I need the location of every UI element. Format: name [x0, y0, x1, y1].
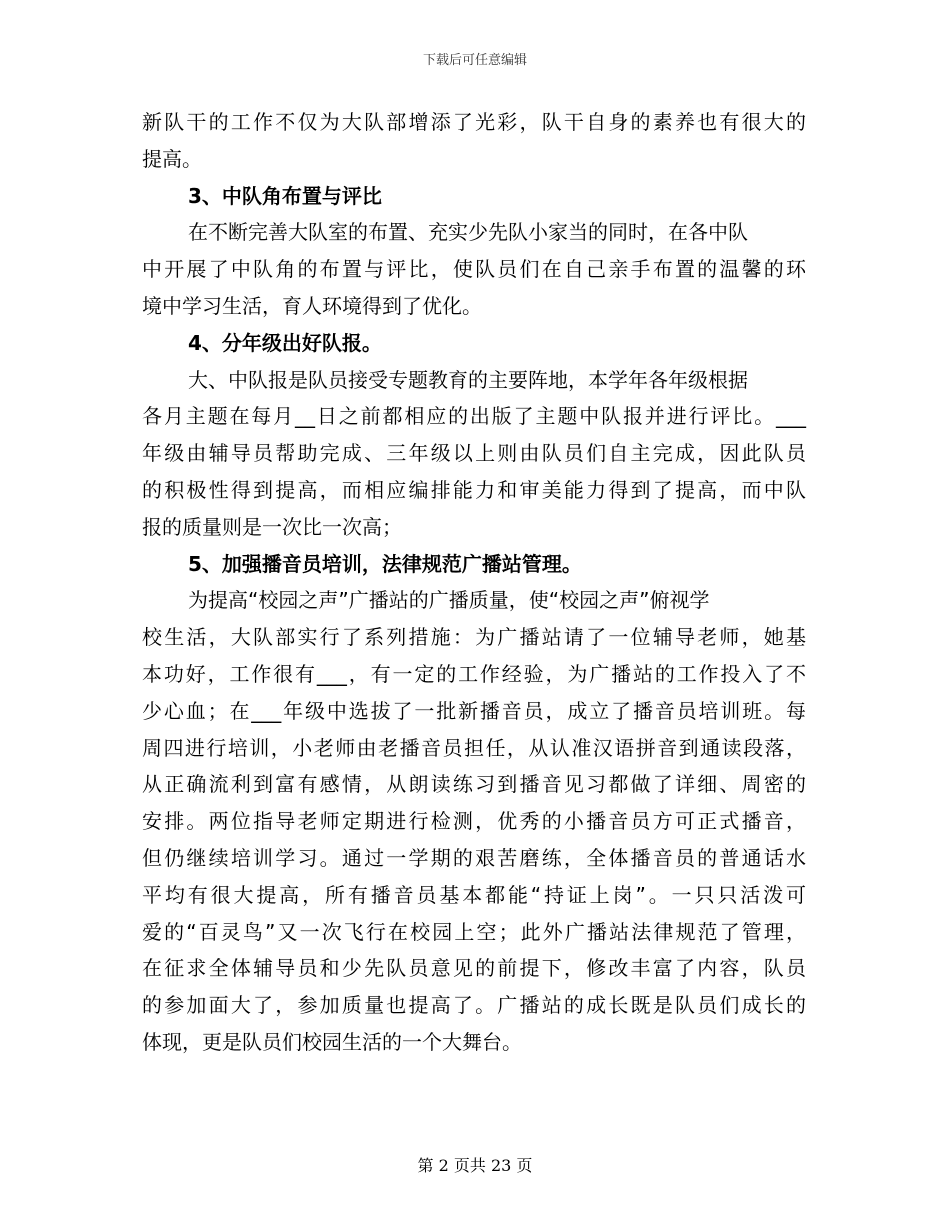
text-line: 校生活，大队部实行了系列措施：为广播站请了一位辅导老师，她基	[142, 625, 806, 650]
text-line: 境中学习生活，育人环境得到了优化。	[142, 293, 482, 318]
page-header: 下载后可任意编辑	[422, 53, 527, 68]
text-line: 从正确流利到富有感情，从朗读练习到播音见习都做了详细、周密的	[142, 772, 806, 797]
text-line: 体现，更是队员们校园生活的一个大舞台。	[142, 1029, 522, 1054]
text-line: 本功好，工作很有___，有一定的工作经验，为广播站的工作投入了不	[142, 661, 806, 686]
text-line: 平均有很大提高，所有播音员基本都能“持证上岗”。一只只活泼可	[142, 882, 806, 907]
text-line: 中开展了中队角的布置与评比，使队员们在自己亲手布置的温馨的环	[142, 257, 806, 282]
text-line: 的积极性得到提高，而相应编排能力和审美能力得到了提高，而中队	[142, 477, 806, 502]
text-line: 安排。两位指导老师定期进行检测，优秀的小播音员方可正式播音，	[142, 809, 806, 834]
text-line: 在征求全体辅导员和少先队员意见的前提下，修改丰富了内容，队员	[142, 956, 806, 981]
text-line: 周四进行培训，小老师由老播音员担任，从认准汉语拼音到通读段落，	[142, 735, 806, 760]
text-line: 各月主题在每月__日之前都相应的出版了主题中队报并进行评比。___	[142, 404, 806, 429]
section-heading: 5、加强播音员培训，法律规范广播站管理。	[188, 551, 582, 576]
text-line: 报的质量则是一次比一次高；	[142, 514, 402, 539]
text-line: 爱的“百灵鸟”又一次飞行在校园上空；此外广播站法律规范了管理，	[142, 919, 806, 944]
text-line: 新队干的工作不仅为大队部增添了光彩，队干自身的素养也有很大的	[142, 110, 806, 134]
text-line: 为提高“校园之声”广播站的广播质量，使“校园之声”俯视学	[188, 588, 710, 613]
page-footer: 第 2 页共 23 页	[417, 1156, 533, 1175]
text-line: 的参加面大了，参加质量也提高了。广播站的成长既是队员们成长的	[142, 993, 806, 1018]
text-line: 在不断完善大队室的布置、充实少先队小家当的同时，在各中队	[188, 220, 748, 245]
text-line: 年级由辅导员帮助完成、三年级以上则由队员们自主完成，因此队员	[142, 441, 806, 466]
text-line: 少心血；在___年级中选拔了一批新播音员，成立了播音员培训班。每	[142, 698, 806, 723]
section-heading: 4、分年级出好队报。	[188, 330, 382, 355]
text-line: 提高。	[142, 146, 202, 171]
document-body	[142, 104, 806, 1061]
section-heading: 3、中队角布置与评比	[188, 183, 382, 208]
text-line: 但仍继续培训学习。通过一学期的艰苦磨练，全体播音员的普通话水	[142, 845, 806, 870]
text-line: 大、中队报是队员接受专题教育的主要阵地，本学年各年级根据	[188, 367, 748, 392]
